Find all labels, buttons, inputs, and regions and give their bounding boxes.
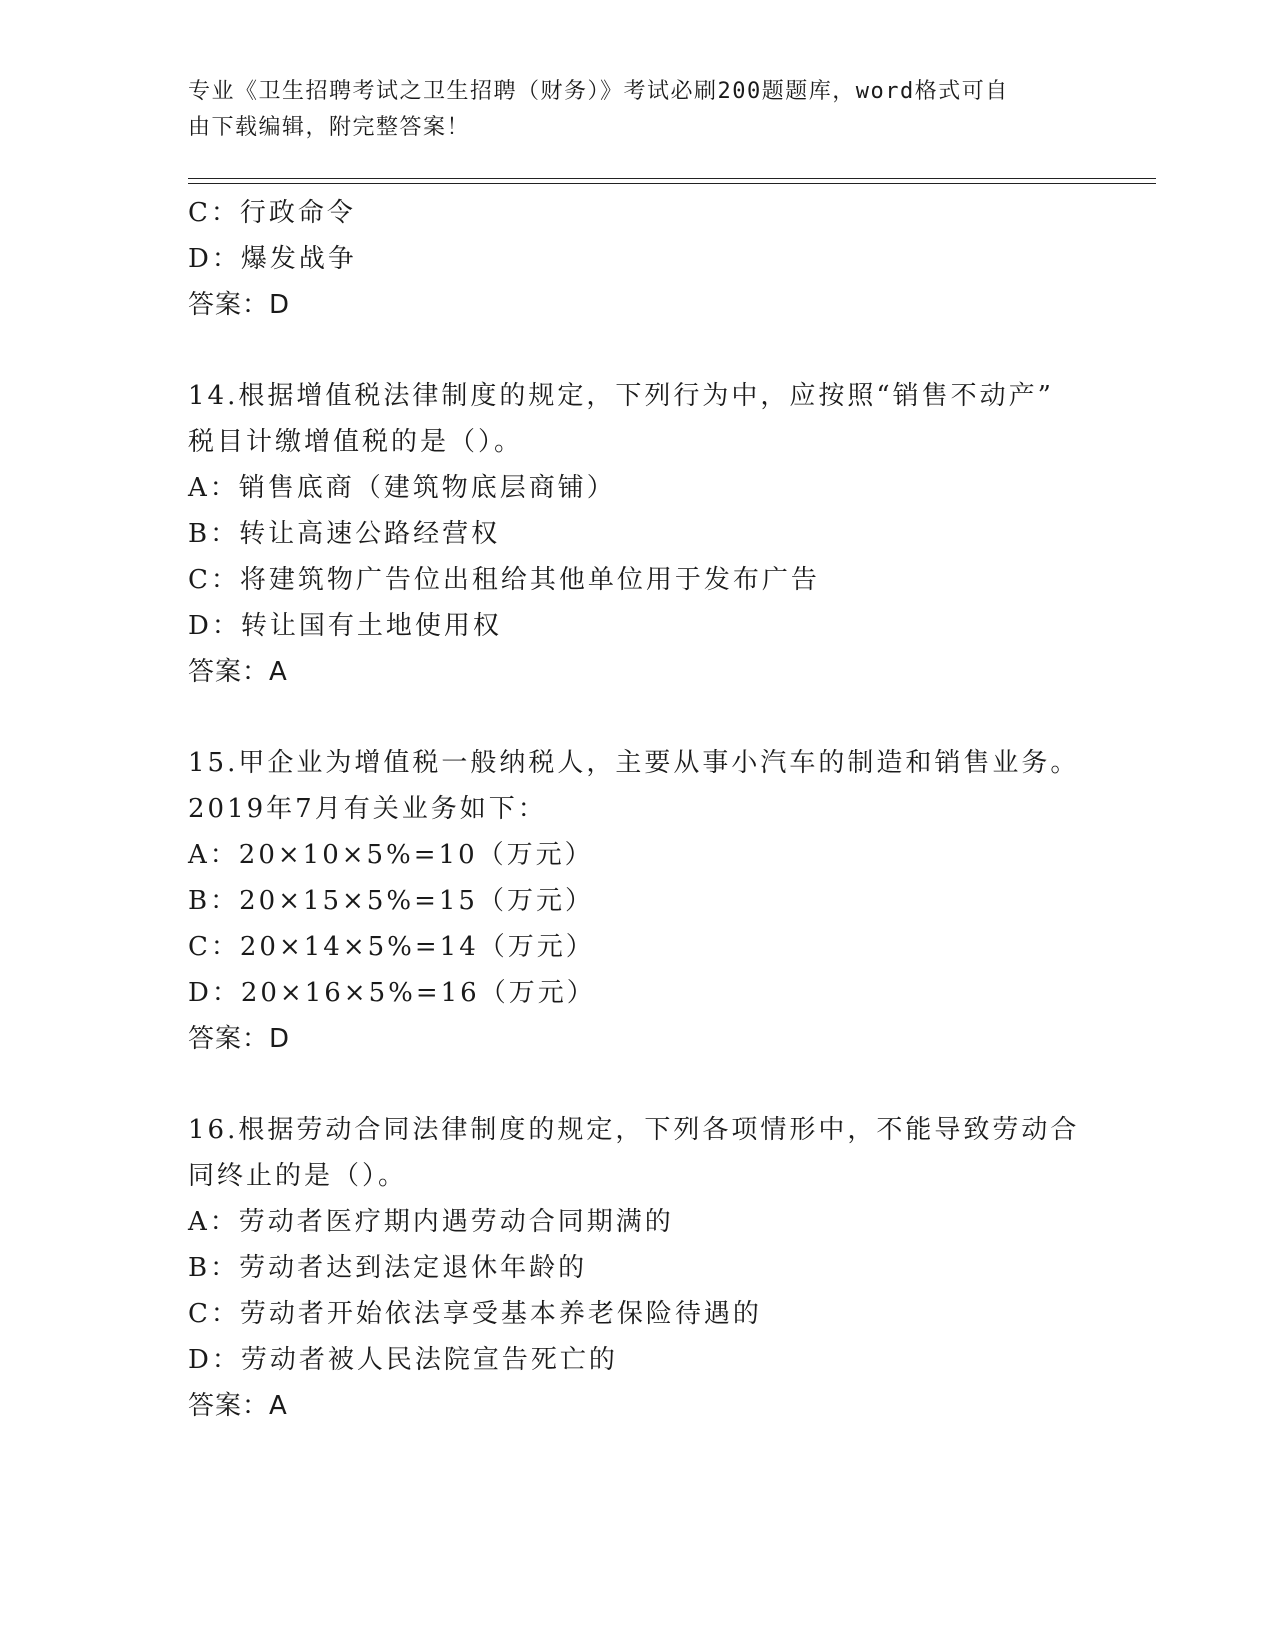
question-stem-line-2: 税目计缴增值税的是（）。 [188,427,524,457]
header-divider-top [188,178,1156,179]
question-stem-line-1: 16.根据劳动合同法律制度的规定，下列各项情形中，不能导致劳动合 [188,1115,1080,1145]
option-d: D：劳动者被人民法院宣告死亡的 [188,1345,618,1375]
answer: 答案：D [188,290,291,320]
header-line-1: 专业《卫生招聘考试之卫生招聘（财务）》考试必刷200题题库，word格式可自 [188,79,1009,104]
option-b: B：劳动者达到法定退休年龄的 [188,1253,588,1283]
answer: 答案：A [188,657,288,687]
header-divider-bottom [188,183,1156,184]
option-d: D：爆发战争 [188,244,357,274]
header-line-2: 由下载编辑，附完整答案！ [188,115,471,140]
answer: 答案：D [188,1024,291,1054]
question-stem-line-1: 15.甲企业为增值税一般纳税人，主要从事小汽车的制造和销售业务。 [188,748,1080,778]
question-14 [188,373,1148,695]
question-stem-line-2: 同终止的是（）。 [188,1161,408,1191]
page-header [188,74,1088,146]
option-b: B：20×15×5%=15（万元） [188,886,594,916]
question-15 [188,740,1148,1062]
option-c: C：劳动者开始依法享受基本养老保险待遇的 [188,1299,762,1329]
question-list [188,190,1148,1429]
question-16 [188,1107,1148,1429]
option-c: C：20×14×5%=14（万元） [188,932,595,962]
question-13 [188,190,1148,328]
option-c: C：行政命令 [188,198,356,228]
option-a: A：劳动者医疗期内遇劳动合同期满的 [188,1207,674,1237]
option-a: A：销售底商（建筑物底层商铺） [188,473,616,503]
answer: 答案：A [188,1391,288,1421]
option-a: A：20×10×5%=10（万元） [188,840,594,870]
option-b: B：转让高速公路经营权 [188,519,501,549]
option-d: D：20×16×5%=16（万元） [188,978,596,1008]
question-stem-line-2: 2019年7月有关业务如下： [188,794,547,824]
option-c: C：将建筑物广告位出租给其他单位用于发布广告 [188,565,820,595]
question-stem-line-1: 14.根据增值税法律制度的规定，下列行为中，应按照“销售不动产” [188,381,1054,411]
option-d: D：转让国有土地使用权 [188,611,502,641]
